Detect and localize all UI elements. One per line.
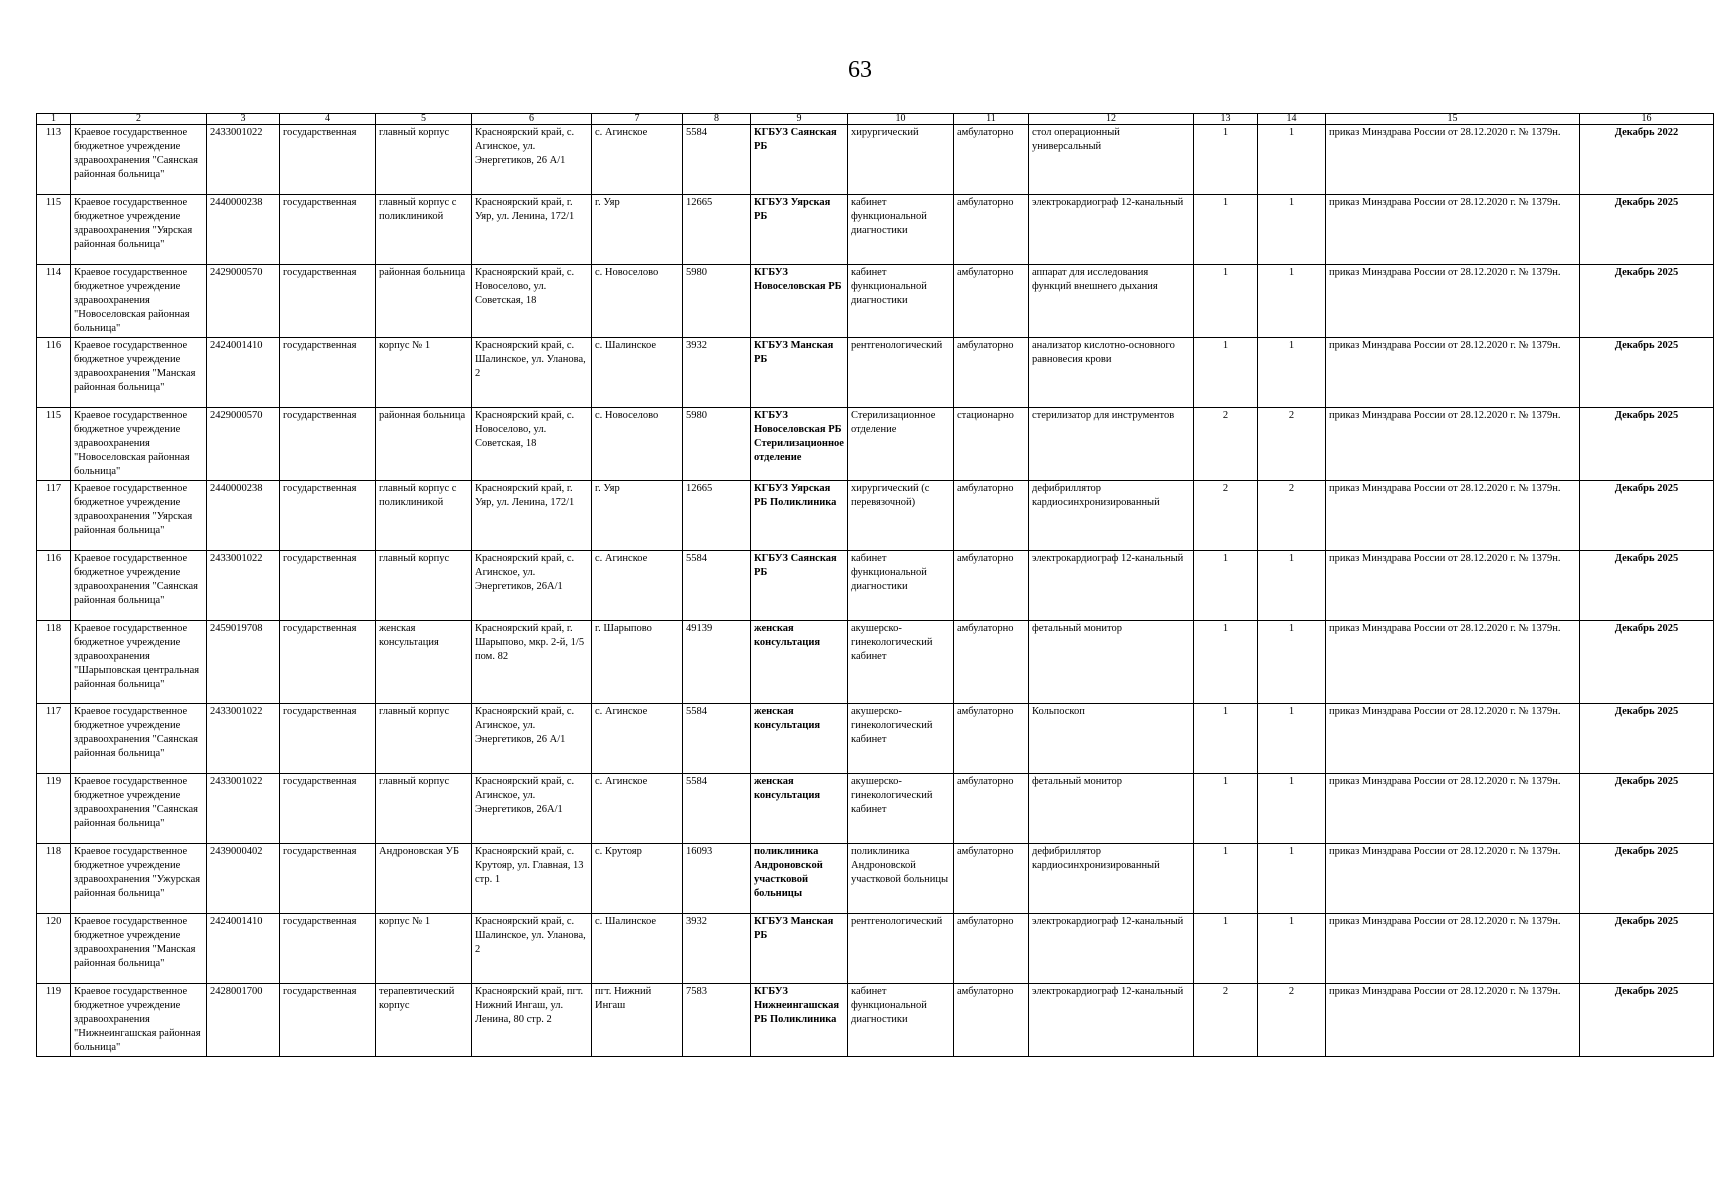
equipment-name: анализатор кислотно-основного равновесия крови [1029,338,1194,408]
quantity-planned: 1 [1258,125,1326,195]
regulatory-basis: приказ Минздрава России от 28.12.2020 г. № 1379н. [1326,265,1580,338]
ownership-form: государственная [280,984,376,1057]
structural-unit: женская консультация [751,704,848,774]
population: 5980 [683,408,751,481]
address: Красноярский край, с. Новоселово, ул. Советская, 18 [472,408,592,481]
table-row [37,125,1714,195]
organization-name: Краевое государственное бюджетное учреждение здравоохранения "Уярская районная больница" [71,481,207,551]
delivery-date: Декабрь 2025 [1580,621,1714,704]
locality: с. Новоселово [592,265,683,338]
organization-name: Краевое государственное бюджетное учреждение здравоохранения "Нижнеингашская районная больница" [71,984,207,1057]
locality: с. Шалинское [592,338,683,408]
organization-name: Краевое государственное бюджетное учреждение здравоохранения "Новоселовская районная больница" [71,265,207,338]
population: 5980 [683,265,751,338]
inn-code: 2433001022 [207,125,280,195]
structural-unit: КГБУЗ Саянская РБ [751,125,848,195]
quantity-planned: 1 [1258,774,1326,844]
department: кабинет функциональной диагностики [848,984,954,1057]
locality: с. Агинское [592,774,683,844]
building-name: главный корпус с поликлиникой [376,481,472,551]
column-number: 6 [472,114,592,125]
regulatory-basis: приказ Минздрава России от 28.12.2020 г. № 1379н. [1326,984,1580,1057]
structural-unit: поликлиника Андроновской участковой больницы [751,844,848,914]
organization-name: Краевое государственное бюджетное учреждение здравоохранения "Манская районная больница" [71,914,207,984]
row-number: 115 [37,408,71,481]
inn-code: 2433001022 [207,551,280,621]
equipment-name: стол операционный универсальный [1029,125,1194,195]
building-name: главный корпус [376,125,472,195]
locality: пгт. Нижний Ингаш [592,984,683,1057]
equipment-name: фетальный монитор [1029,774,1194,844]
quantity-required: 2 [1194,408,1258,481]
population: 5584 [683,774,751,844]
row-number: 115 [37,195,71,265]
inn-code: 2428001700 [207,984,280,1057]
organization-name: Краевое государственное бюджетное учреждение здравоохранения "Саянская районная больница" [71,125,207,195]
column-number: 1 [37,114,71,125]
equipment-name: аппарат для исследования функций внешнего дыхания [1029,265,1194,338]
column-number: 5 [376,114,472,125]
quantity-planned: 1 [1258,844,1326,914]
equipment-name: электрокардиограф 12-канальный [1029,195,1194,265]
equipment-register-table [36,113,1714,1057]
building-name: главный корпус [376,551,472,621]
quantity-planned: 1 [1258,914,1326,984]
table-row [37,551,1714,621]
equipment-name: Кольпоскоп [1029,704,1194,774]
department: рентгенологический [848,338,954,408]
building-name: главный корпус с поликлиникой [376,195,472,265]
table-row [37,844,1714,914]
care-conditions: амбулаторно [954,551,1029,621]
table-row [37,621,1714,704]
population: 16093 [683,844,751,914]
equipment-name: дефибриллятор кардиосинхронизированный [1029,481,1194,551]
table-row [37,408,1714,481]
delivery-date: Декабрь 2025 [1580,481,1714,551]
table-row [37,481,1714,551]
column-number: 16 [1580,114,1714,125]
table-row [37,195,1714,265]
structural-unit: КГБУЗ Манская РБ [751,338,848,408]
department: хирургический (с перевязочной) [848,481,954,551]
inn-code: 2433001022 [207,774,280,844]
quantity-required: 1 [1194,265,1258,338]
population: 7583 [683,984,751,1057]
care-conditions: амбулаторно [954,481,1029,551]
ownership-form: государственная [280,551,376,621]
care-conditions: амбулаторно [954,984,1029,1057]
column-number: 7 [592,114,683,125]
quantity-required: 1 [1194,551,1258,621]
department: кабинет функциональной диагностики [848,265,954,338]
column-number: 12 [1029,114,1194,125]
ownership-form: государственная [280,195,376,265]
ownership-form: государственная [280,408,376,481]
row-number: 118 [37,621,71,704]
column-number: 8 [683,114,751,125]
department: акушерско-гинекологический кабинет [848,774,954,844]
quantity-required: 1 [1194,621,1258,704]
locality: с. Новоселово [592,408,683,481]
ownership-form: государственная [280,844,376,914]
row-number: 120 [37,914,71,984]
ownership-form: государственная [280,704,376,774]
ownership-form: государственная [280,338,376,408]
department: рентгенологический [848,914,954,984]
equipment-name: электрокардиограф 12-канальный [1029,551,1194,621]
care-conditions: стационарно [954,408,1029,481]
population: 12665 [683,195,751,265]
column-number: 13 [1194,114,1258,125]
locality: с. Агинское [592,551,683,621]
equipment-name: электрокардиограф 12-канальный [1029,914,1194,984]
row-number: 116 [37,338,71,408]
regulatory-basis: приказ Минздрава России от 28.12.2020 г. № 1379н. [1326,125,1580,195]
quantity-required: 1 [1194,844,1258,914]
delivery-date: Декабрь 2022 [1580,125,1714,195]
population: 5584 [683,125,751,195]
regulatory-basis: приказ Минздрава России от 28.12.2020 г. № 1379н. [1326,408,1580,481]
department: акушерско-гинекологический кабинет [848,704,954,774]
delivery-date: Декабрь 2025 [1580,704,1714,774]
locality: с. Крутояр [592,844,683,914]
building-name: женская консультация [376,621,472,704]
regulatory-basis: приказ Минздрава России от 28.12.2020 г. № 1379н. [1326,914,1580,984]
organization-name: Краевое государственное бюджетное учреждение здравоохранения "Шарыповская центральная районная больница" [71,621,207,704]
quantity-required: 1 [1194,704,1258,774]
care-conditions: амбулаторно [954,265,1029,338]
care-conditions: амбулаторно [954,844,1029,914]
delivery-date: Декабрь 2025 [1580,265,1714,338]
table-row [37,984,1714,1057]
row-number: 116 [37,551,71,621]
row-number: 113 [37,125,71,195]
address: Красноярский край, г. Уяр, ул. Ленина, 172/1 [472,195,592,265]
address: Красноярский край, с. Новоселово, ул. Советская, 18 [472,265,592,338]
address: Красноярский край, с. Агинское, ул. Энергетиков, 26А/1 [472,774,592,844]
address: Красноярский край, с. Шалинское, ул. Уланова, 2 [472,914,592,984]
department: Стерилизационное отделение [848,408,954,481]
inn-code: 2429000570 [207,408,280,481]
care-conditions: амбулаторно [954,704,1029,774]
ownership-form: государственная [280,621,376,704]
department: кабинет функциональной диагностики [848,195,954,265]
delivery-date: Декабрь 2025 [1580,551,1714,621]
address: Красноярский край, с. Крутояр, ул. Главная, 13 стр. 1 [472,844,592,914]
column-number: 10 [848,114,954,125]
regulatory-basis: приказ Минздрава России от 28.12.2020 г. № 1379н. [1326,338,1580,408]
inn-code: 2440000238 [207,481,280,551]
column-number: 3 [207,114,280,125]
table-row [37,338,1714,408]
equipment-name: электрокардиограф 12-канальный [1029,984,1194,1057]
row-number: 117 [37,704,71,774]
quantity-planned: 1 [1258,551,1326,621]
row-number: 118 [37,844,71,914]
ownership-form: государственная [280,125,376,195]
table-row [37,704,1714,774]
address: Красноярский край, пгт. Нижний Ингаш, ул. Ленина, 80 стр. 2 [472,984,592,1057]
population: 49139 [683,621,751,704]
delivery-date: Декабрь 2025 [1580,984,1714,1057]
organization-name: Краевое государственное бюджетное учреждение здравоохранения "Ужурская районная больница" [71,844,207,914]
delivery-date: Декабрь 2025 [1580,408,1714,481]
quantity-planned: 1 [1258,265,1326,338]
care-conditions: амбулаторно [954,338,1029,408]
locality: с. Шалинское [592,914,683,984]
locality: с. Агинское [592,125,683,195]
column-number: 2 [71,114,207,125]
regulatory-basis: приказ Минздрава России от 28.12.2020 г. № 1379н. [1326,481,1580,551]
ownership-form: государственная [280,914,376,984]
column-number-row [37,114,1714,125]
row-number: 119 [37,984,71,1057]
table-row [37,265,1714,338]
care-conditions: амбулаторно [954,125,1029,195]
delivery-date: Декабрь 2025 [1580,774,1714,844]
quantity-planned: 1 [1258,704,1326,774]
building-name: корпус № 1 [376,338,472,408]
population: 3932 [683,914,751,984]
table-row [37,774,1714,844]
care-conditions: амбулаторно [954,774,1029,844]
ownership-form: государственная [280,774,376,844]
structural-unit: КГБУЗ Новоселовская РБ [751,265,848,338]
regulatory-basis: приказ Минздрава России от 28.12.2020 г. № 1379н. [1326,195,1580,265]
department: поликлиника Андроновской участковой больницы [848,844,954,914]
quantity-required: 2 [1194,984,1258,1057]
care-conditions: амбулаторно [954,914,1029,984]
column-number: 4 [280,114,376,125]
locality: г. Шарыпово [592,621,683,704]
locality: г. Уяр [592,481,683,551]
column-number: 9 [751,114,848,125]
care-conditions: амбулаторно [954,195,1029,265]
building-name: главный корпус [376,704,472,774]
regulatory-basis: приказ Минздрава России от 28.12.2020 г. № 1379н. [1326,621,1580,704]
building-name: районная больница [376,408,472,481]
structural-unit: КГБУЗ Манская РБ [751,914,848,984]
building-name: корпус № 1 [376,914,472,984]
delivery-date: Декабрь 2025 [1580,844,1714,914]
address: Красноярский край, г. Шарыпово, мкр. 2-й, 1/5 пом. 82 [472,621,592,704]
department: акушерско-гинекологический кабинет [848,621,954,704]
department: хирургический [848,125,954,195]
quantity-planned: 1 [1258,195,1326,265]
structural-unit: КГБУЗ Нижнеингашская РБ Поликлиника [751,984,848,1057]
row-number: 119 [37,774,71,844]
regulatory-basis: приказ Минздрава России от 28.12.2020 г. № 1379н. [1326,551,1580,621]
row-number: 114 [37,265,71,338]
quantity-required: 1 [1194,774,1258,844]
page-number: 63 [848,57,872,83]
quantity-required: 1 [1194,914,1258,984]
population: 5584 [683,704,751,774]
quantity-planned: 1 [1258,338,1326,408]
ownership-form: государственная [280,481,376,551]
address: Красноярский край, с. Агинское, ул. Энергетиков, 26 А/1 [472,704,592,774]
locality: с. Агинское [592,704,683,774]
inn-code: 2433001022 [207,704,280,774]
table-row [37,914,1714,984]
address: Красноярский край, с. Шалинское, ул. Уланова, 2 [472,338,592,408]
structural-unit: КГБУЗ Новоселовская РБ Стерилизационное отделение [751,408,848,481]
organization-name: Краевое государственное бюджетное учреждение здравоохранения "Уярская районная больница" [71,195,207,265]
building-name: терапевтический корпус [376,984,472,1057]
structural-unit: КГБУЗ Саянская РБ [751,551,848,621]
delivery-date: Декабрь 2025 [1580,914,1714,984]
building-name: районная больница [376,265,472,338]
quantity-planned: 1 [1258,621,1326,704]
building-name: главный корпус [376,774,472,844]
row-number: 117 [37,481,71,551]
column-number: 15 [1326,114,1580,125]
care-conditions: амбулаторно [954,621,1029,704]
inn-code: 2440000238 [207,195,280,265]
address: Красноярский край, с. Агинское, ул. Энергетиков, 26 А/1 [472,125,592,195]
ownership-form: государственная [280,265,376,338]
inn-code: 2459019708 [207,621,280,704]
inn-code: 2424001410 [207,914,280,984]
column-number: 11 [954,114,1029,125]
quantity-planned: 2 [1258,408,1326,481]
quantity-required: 1 [1194,125,1258,195]
department: кабинет функциональной диагностики [848,551,954,621]
structural-unit: КГБУЗ Уярская РБ Поликлиника [751,481,848,551]
organization-name: Краевое государственное бюджетное учреждение здравоохранения "Саянская районная больница" [71,551,207,621]
population: 12665 [683,481,751,551]
equipment-name: дефибриллятор кардиосинхронизированный [1029,844,1194,914]
regulatory-basis: приказ Минздрава России от 28.12.2020 г. № 1379н. [1326,844,1580,914]
delivery-date: Декабрь 2025 [1580,195,1714,265]
inn-code: 2429000570 [207,265,280,338]
locality: г. Уяр [592,195,683,265]
regulatory-basis: приказ Минздрава России от 28.12.2020 г. № 1379н. [1326,704,1580,774]
quantity-required: 2 [1194,481,1258,551]
address: Красноярский край, с. Агинское, ул. Энергетиков, 26А/1 [472,551,592,621]
structural-unit: КГБУЗ Уярская РБ [751,195,848,265]
quantity-required: 1 [1194,338,1258,408]
organization-name: Краевое государственное бюджетное учреждение здравоохранения "Саянская районная больница" [71,704,207,774]
column-number: 14 [1258,114,1326,125]
organization-name: Краевое государственное бюджетное учреждение здравоохранения "Новоселовская районная больница" [71,408,207,481]
quantity-planned: 2 [1258,984,1326,1057]
regulatory-basis: приказ Минздрава России от 28.12.2020 г. № 1379н. [1326,774,1580,844]
structural-unit: женская консультация [751,774,848,844]
inn-code: 2424001410 [207,338,280,408]
organization-name: Краевое государственное бюджетное учреждение здравоохранения "Саянская районная больница" [71,774,207,844]
building-name: Андроновская УБ [376,844,472,914]
quantity-planned: 2 [1258,481,1326,551]
address: Красноярский край, г. Уяр, ул. Ленина, 172/1 [472,481,592,551]
delivery-date: Декабрь 2025 [1580,338,1714,408]
quantity-required: 1 [1194,195,1258,265]
inn-code: 2439000402 [207,844,280,914]
population: 5584 [683,551,751,621]
equipment-name: стерилизатор для инструментов [1029,408,1194,481]
organization-name: Краевое государственное бюджетное учреждение здравоохранения "Манская районная больница" [71,338,207,408]
population: 3932 [683,338,751,408]
equipment-name: фетальный монитор [1029,621,1194,704]
structural-unit: женская консультация [751,621,848,704]
